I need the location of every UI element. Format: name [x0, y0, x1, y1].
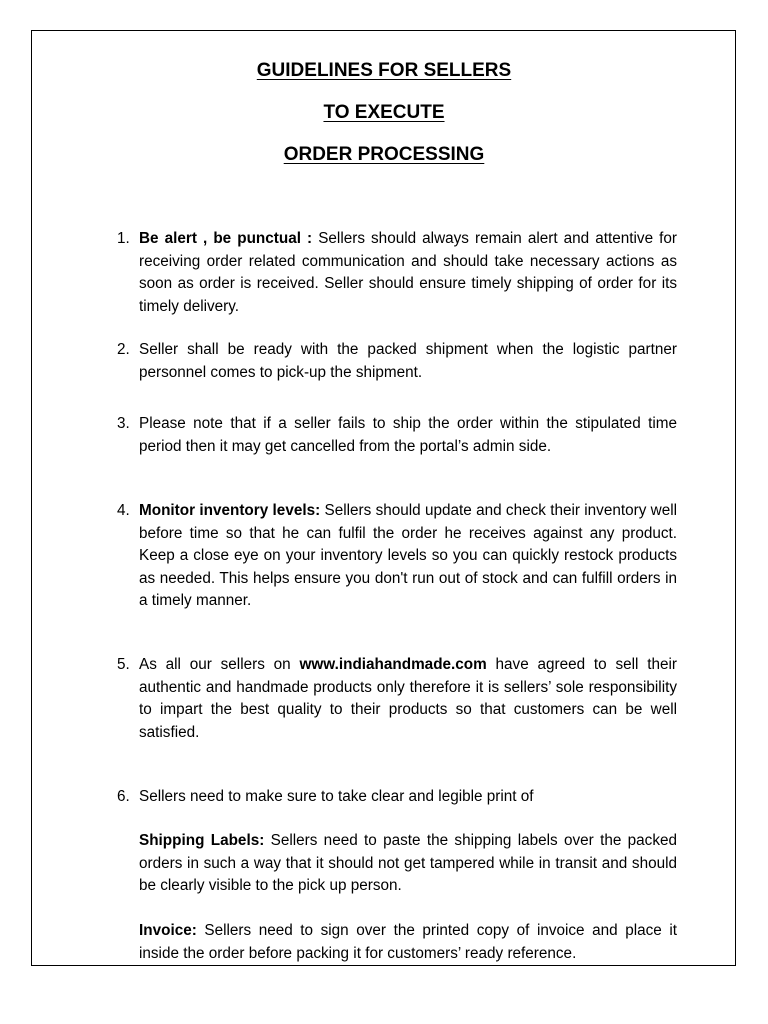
title-line-3: ORDER PROCESSING	[283, 144, 485, 165]
list-item-4	[117, 500, 677, 613]
list-item-1	[117, 228, 677, 318]
item-body: Seller shall be ready with the packed shipment when the logistic partner personnel comes to pick-up the shipment.	[139, 341, 677, 381]
item-body-end: have agreed to sell their authentic and handmade products only therefore it is sellers’ sole responsibility to impart the best quality to their products so that customers can be well satisfied.	[139, 656, 677, 741]
subsection-body: Sellers need to sign over the printed copy of invoice and place it inside the order before packing it for customers’ ready reference.	[139, 922, 677, 962]
item-number: 2.	[117, 341, 130, 358]
item-body-start: As all our sellers on	[139, 656, 300, 673]
item-text	[139, 228, 677, 318]
item-lead: Monitor inventory levels:	[139, 502, 321, 519]
item-number: 1.	[117, 230, 130, 247]
list-item-5	[117, 654, 677, 744]
item-number: 5.	[117, 656, 130, 673]
item-number: 6.	[117, 788, 130, 805]
item-lead: Be alert , be punctual :	[139, 230, 313, 247]
title-line-1: GUIDELINES FOR SELLERS	[256, 60, 512, 81]
website-link[interactable]: www.indiahandmade.com	[299, 656, 487, 673]
list-item-2	[117, 339, 677, 384]
subsection-invoice	[139, 920, 677, 965]
item-body: Sellers should update and check their inventory well before time so that he can fulfil the order he receives against any product. Keep a close eye on your inventory levels so you can quickly restock products as needed. This helps ensure you don't run out of stock and can fulfill orders in a timely manner.	[139, 502, 678, 609]
subsection-body: Sellers need to paste the shipping labels over the packed orders in such a way that it should not get tampered while in transit and should be clearly visible to the pick up person.	[139, 832, 677, 894]
document-title	[0, 60, 768, 186]
item-number: 4.	[117, 502, 130, 519]
item-text	[139, 654, 677, 744]
item-number: 3.	[117, 415, 130, 432]
item-text	[139, 500, 677, 613]
title-line-2: TO EXECUTE	[323, 102, 445, 123]
list-item-3	[117, 413, 677, 458]
item-body: Sellers should always remain alert and attentive for receiving order related communication and should take necessary actions as soon as order is received. Seller should ensure timely shipping of order for its timely delivery.	[139, 230, 677, 315]
list-item-6	[117, 786, 677, 809]
item-body: Sellers need to make sure to take clear and legible print of	[139, 788, 534, 805]
subsection-lead: Invoice:	[139, 922, 197, 939]
item-body: Please note that if a seller fails to ship the order within the stipulated time period then it may get cancelled from the portal’s admin side.	[139, 415, 677, 455]
subsection-lead: Shipping Labels:	[139, 832, 265, 849]
subsection-shipping-labels	[139, 830, 677, 898]
